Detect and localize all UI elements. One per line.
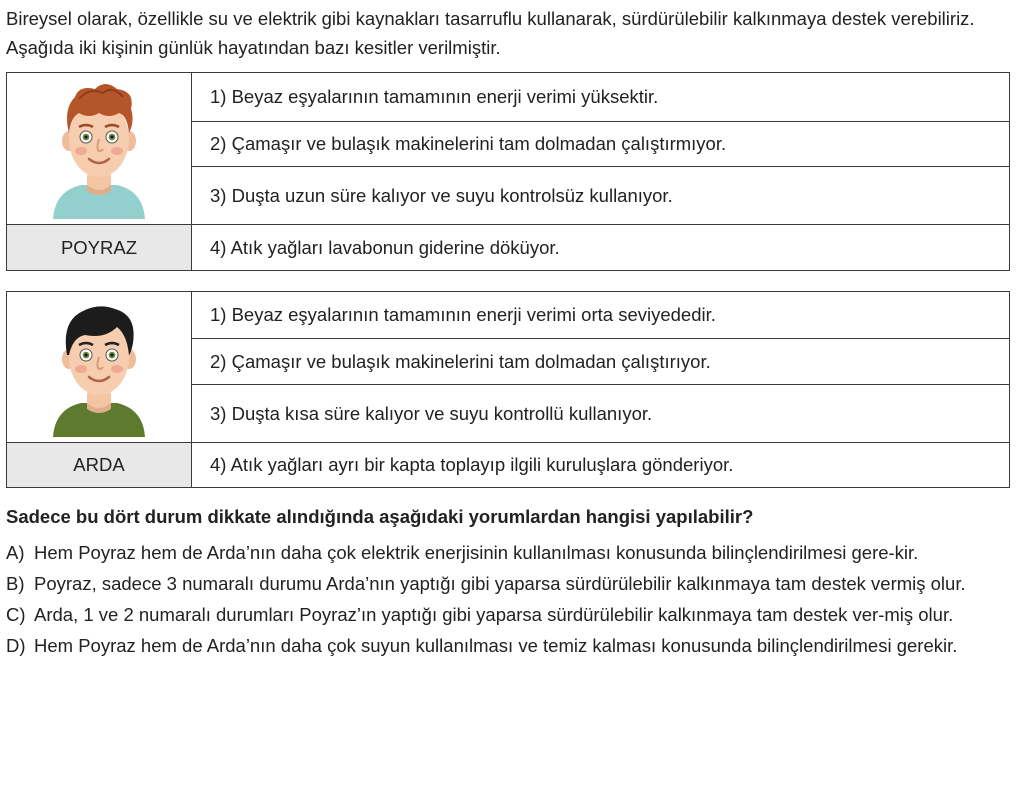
option-b[interactable] [6, 568, 1010, 599]
intro-paragraph: Bireysel olarak, özellikle su ve elektrik gibi kaynakları tasarruflu kullanarak, sürdürülebilir kalkınmaya destek verebiliriz. Aşağıda iki kişinin günlük hayatından bazı kesitler verilmiştir. [6, 8, 975, 58]
poyraz-item-1: 1) Beyaz eşyalarının tamamının enerji verimi yüksektir. [192, 73, 1010, 122]
question-text: Sadece bu dört durum dikkate alındığında aşağıdaki yorumlardan hangisi yapılabilir? [6, 506, 754, 527]
option-text: Hem Poyraz hem de Arda’nın daha çok elektrik enerjisinin kullanılması konusunda bilinçlendirilmesi gere-kir. [34, 542, 919, 563]
option-a[interactable] [6, 537, 1010, 568]
option-text: Poyraz, sadece 3 numaralı durumu Arda’nın yaptığı gibi yaparsa sürdürülebilir kalkınmaya tam destek vermiş olur. [34, 573, 966, 594]
arda-name-label: ARDA [7, 443, 192, 488]
arda-table [6, 291, 1010, 488]
arda-item-1: 1) Beyaz eşyalarının tamamının enerji verimi orta seviyededir. [192, 292, 1010, 339]
poyraz-name-label: POYRAZ [7, 225, 192, 271]
option-d[interactable] [6, 630, 1010, 661]
option-letter: D) [6, 635, 26, 656]
arda-item-2: 2) Çamaşır ve bulaşık makinelerini tam dolmadan çalıştırıyor. [192, 339, 1010, 385]
arda-avatar [39, 297, 159, 437]
poyraz-item-3: 3) Duşta uzun süre kalıyor ve suyu kontrolsüz kullanıyor. [192, 167, 1010, 225]
poyraz-item-4: 4) Atık yağları lavabonun giderine döküyor. [192, 225, 1010, 271]
answer-options [6, 537, 1010, 661]
poyraz-avatar [39, 79, 159, 219]
option-letter: A) [6, 542, 25, 563]
arda-avatar-cell [7, 292, 192, 443]
option-letter: B) [6, 573, 25, 594]
arda-item-4: 4) Atık yağları ayrı bir kapta toplayıp ilgili kuruluşlara gönderiyor. [192, 443, 1010, 488]
poyraz-table [6, 72, 1010, 271]
option-text: Hem Poyraz hem de Arda’nın daha çok suyun kullanılması ve temiz kalması konusunda bilinçlendirilmesi gerekir. [34, 635, 958, 656]
option-letter: C) [6, 604, 26, 625]
poyraz-avatar-cell [7, 73, 192, 225]
option-c[interactable] [6, 599, 1010, 630]
arda-item-3: 3) Duşta kısa süre kalıyor ve suyu kontrollü kullanıyor. [192, 385, 1010, 443]
poyraz-item-2: 2) Çamaşır ve bulaşık makinelerini tam dolmadan çalıştırmıyor. [192, 122, 1010, 167]
option-text: Arda, 1 ve 2 numaralı durumları Poyraz’ın yaptığı gibi yaparsa sürdürülebilir kalkınmaya tam destek ver-miş olur. [34, 604, 954, 625]
